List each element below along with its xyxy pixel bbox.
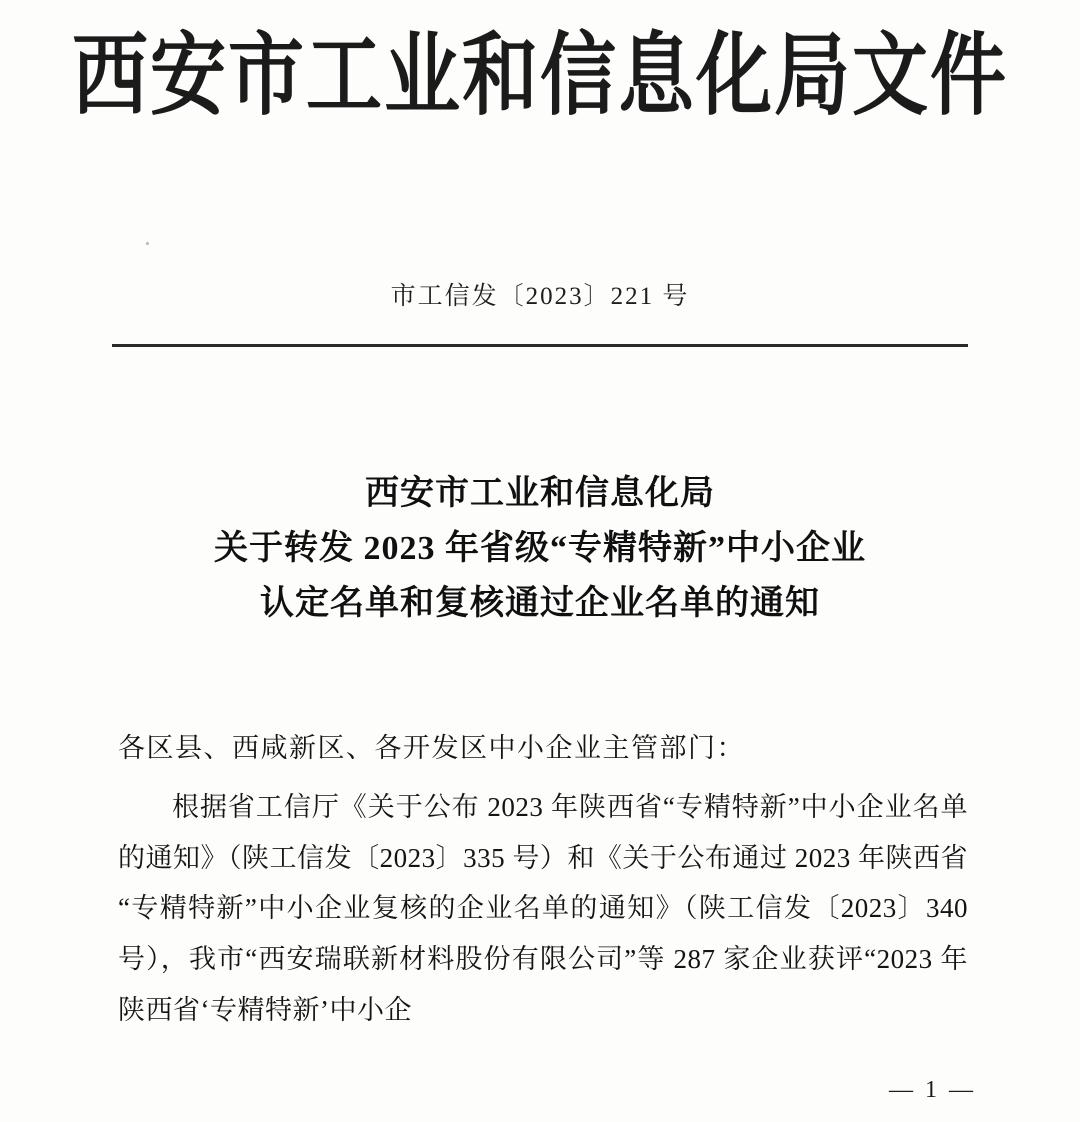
- masthead-title: 西安市工业和信息化局文件: [72, 26, 1008, 126]
- document-number: 市工信发〔2023〕221 号: [390, 283, 690, 310]
- header-divider-rule: [112, 344, 968, 347]
- document-title-line-2: 关于转发 2023 年省级“专精特新”中小企业: [214, 530, 866, 568]
- document-paragraph-1: 根据省工信厅《关于公布 2023 年陕西省“专精特新”中小企业名单的通知》（陕工信发〔2023〕335 号）和《关于公布通过 2023 年陕西省“专精特新”中小企业复核的企业名单的通知》（陕工信发〔2023〕340 号），我市“西安瑞联新材料股份有限公司”等 287 家企业获评“2023 年陕西省‘专精特新’中小企: [118, 791, 968, 1025]
- scan-speck: [146, 242, 149, 245]
- document-title-line-1: 西安市工业和信息化局: [365, 475, 715, 512]
- document-masthead: [0, 26, 1080, 126]
- document-salutation: 各区县、西咸新区、各开发区中小企业主管部门：: [118, 733, 745, 763]
- document-title-line-3: 认定名单和复核通过企业名单的通知: [260, 585, 820, 623]
- page-number: — 1 —: [889, 1077, 976, 1103]
- document-body: [118, 728, 968, 1036]
- document-title-block: [100, 466, 980, 631]
